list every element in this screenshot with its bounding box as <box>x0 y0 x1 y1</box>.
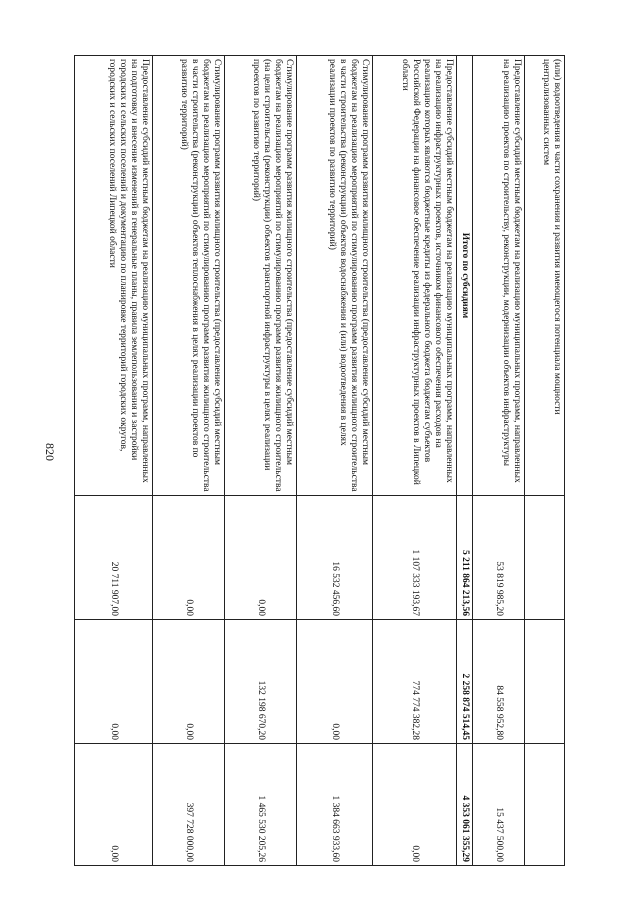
amount-cell: 16 532 456,60 <box>297 496 373 620</box>
amount-cell: 1 384 663 933,60 <box>297 744 373 866</box>
budget-table <box>74 55 565 866</box>
row-description: Стимулирование программ развития жилищного строительства (предоставление субсидий местным бюджетам на реализацию мероприятий по стимулированию программ развития жилищного строительства (на цели строительства (реконструкции) объектов транспортной инфраструктуры в целях реализации проектов по развитию территорий) <box>225 56 297 496</box>
total-row <box>457 56 473 866</box>
amount-cell: 20 711 907,00 <box>75 496 153 620</box>
table-row <box>75 56 153 866</box>
table-row <box>225 56 297 866</box>
table-row <box>153 56 225 866</box>
page-number: 820 <box>43 443 57 461</box>
amount-cell <box>525 744 565 866</box>
row-description: (или) водоотведения в части сохранения и развития имеющегося потенциала мощности централизованных систем <box>525 56 565 496</box>
amount-cell: 0,00 <box>75 744 153 866</box>
row-description: Предоставление субсидий местным бюджетам на реализацию муниципальных программ, направленных на реализацию инфраструктурных проектов, источником финансового обеспечения расходов на реализацию которых являются бюджетные кредиты из федерального бюджета бюджетам субъектов Российской Федерации на финансовое обеспечение реализации инфраструктурных проектов в Липецкой области <box>373 56 457 496</box>
amount-cell: 15 437 500,00 <box>473 744 525 866</box>
amount-cell: 0,00 <box>153 620 225 744</box>
total-label: Итого по субсидиям <box>457 56 473 496</box>
amount-cell: 397 728 000,00 <box>153 744 225 866</box>
amount-cell: 132 198 670,20 <box>225 620 297 744</box>
amount-cell: 1 107 333 193,67 <box>373 496 457 620</box>
amount-cell: 84 558 952,80 <box>473 620 525 744</box>
row-description: Предоставление субсидий местным бюджетам на реализацию муниципальных программ, направленных на подготовку и внесение изменений в генеральные планы, правила землепользования и застройки городских и сельских поселений и документацию по планировке территорий городских округов, городских и сельских поселений Липецкой области <box>75 56 153 496</box>
table-row <box>297 56 373 866</box>
amount-cell: 0,00 <box>225 496 297 620</box>
total-amount: 5 211 864 213,56 <box>457 496 473 620</box>
amount-cell: 774 774 382,28 <box>373 620 457 744</box>
row-description: Стимулирование программ развития жилищного строительства (предоставление субсидий местным бюджетам на реализацию мероприятий по стимулированию программ развития жилищного строительства в части строительства (реконструкции) объектов теплоснабжения в целях реализации проектов по развитию территорий) <box>153 56 225 496</box>
amount-cell: 0,00 <box>297 620 373 744</box>
table-row <box>373 56 457 866</box>
amount-cell: 53 819 985,20 <box>473 496 525 620</box>
amount-cell: 0,00 <box>75 620 153 744</box>
amount-cell <box>525 496 565 620</box>
total-amount: 2 258 874 514,45 <box>457 620 473 744</box>
table-row <box>525 56 565 866</box>
row-description: Предоставление субсидий местным бюджетам на реализацию муниципальных программ, направленных на реализацию проектов по строительству, реконструкции, модернизации объектов инфраструктуры <box>473 56 525 496</box>
total-amount: 4 353 061 355,29 <box>457 744 473 866</box>
amount-cell: 0,00 <box>373 744 457 866</box>
budget-table-container <box>75 55 565 865</box>
amount-cell: 1 465 530 205,26 <box>225 744 297 866</box>
row-description: Стимулирование программ развития жилищного строительства (предоставление субсидий местным бюджетам на реализацию мероприятий по стимулированию программ развития жилищного строительства в части строительства (реконструкции) объектов водоснабжения и (или) водоотведения в целях реализации проектов по развитию территорий) <box>297 56 373 496</box>
amount-cell: 0,00 <box>153 496 225 620</box>
amount-cell <box>525 620 565 744</box>
table-row <box>473 56 525 866</box>
